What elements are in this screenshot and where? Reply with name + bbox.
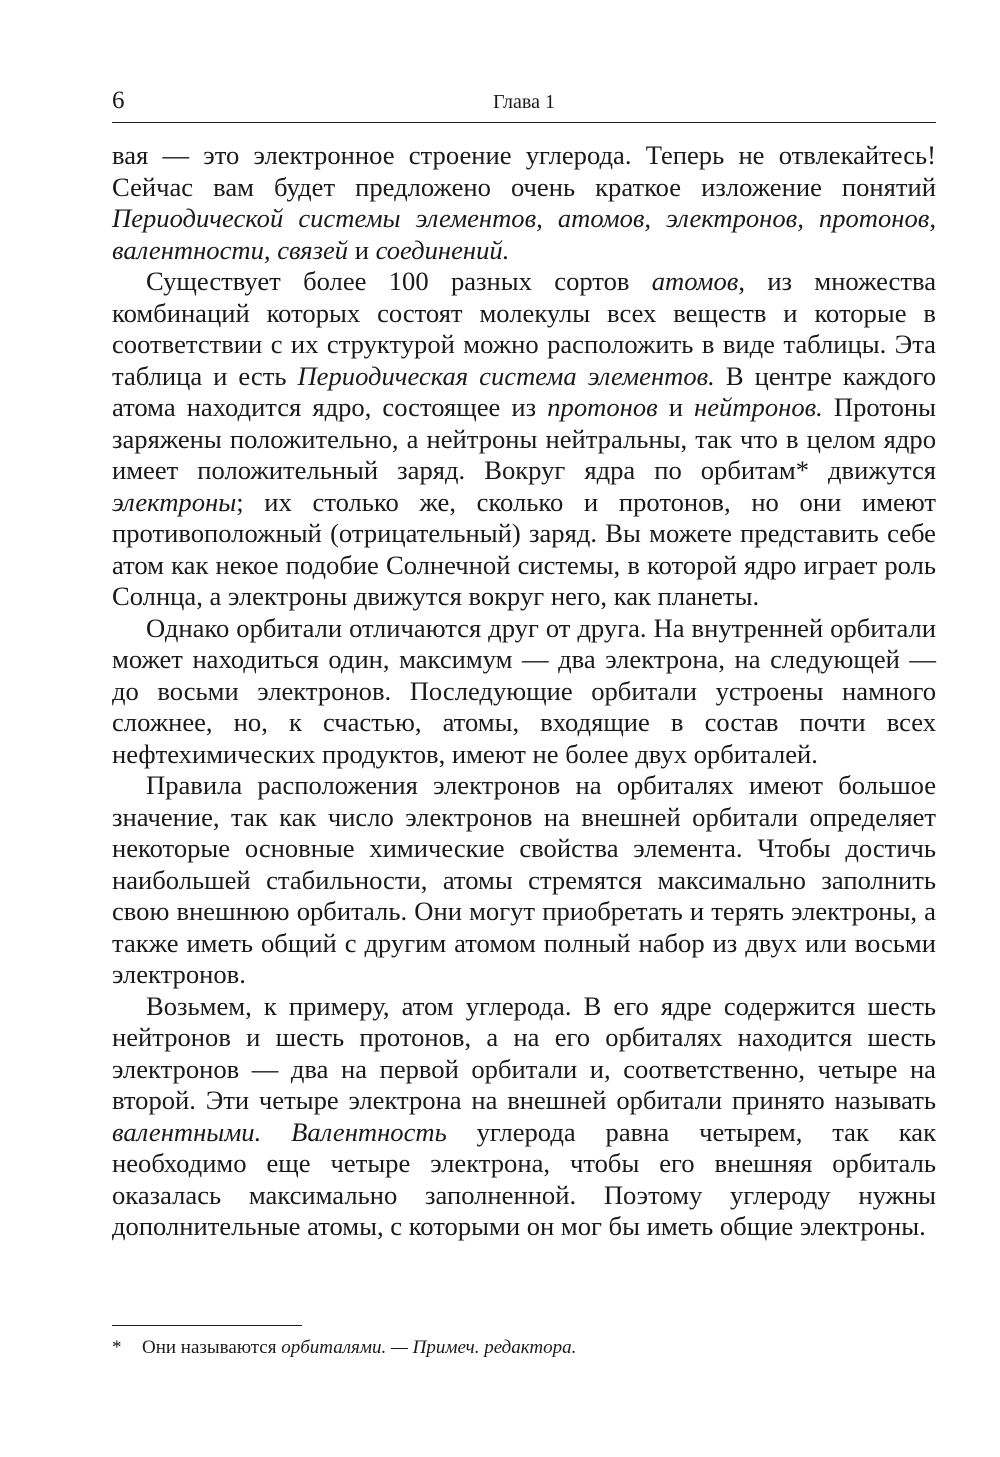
text-run: Существует более 100 разных сортов [146, 266, 652, 296]
footnote [112, 1336, 936, 1360]
page-header [112, 84, 936, 123]
paragraph [112, 991, 936, 1243]
text-run: Протоны заряжены положительно, а нейтроны нейтральны, так что в целом ядро имеет положительный заряд. Вокруг ядра по орбитам* движутся [112, 392, 937, 485]
book-page [112, 0, 936, 1457]
italic-term: Периодическая система элементов. [297, 360, 715, 391]
footnote-rule [112, 1325, 302, 1326]
text-run: Однако орбитали отличаются друг от друга. На внутренней орбитали может находиться один, максимум — два электрона, на следующей — до восьми электронов. Последующие орбитали устроены намного сложнее, но, к счастью, атомы, входящие в состав почти всех нефтехимических продуктов, имеют не более двух орбиталей. [112, 612, 936, 769]
text-run: В центре каждого атома находится ядро, состоящее из [112, 360, 936, 422]
paragraph [112, 140, 936, 266]
page-number: 6 [112, 87, 125, 114]
footnote-text [142, 1337, 576, 1358]
italic-term: Периодической системы элементов, атомов, электронов, протонов, валентности, связей [112, 203, 936, 265]
text-run: и [348, 234, 376, 265]
italic-term: орбиталями. — Примеч. редактора. [281, 1337, 577, 1358]
italic-term: атомов [651, 266, 739, 296]
text-run: Возьмем, к примеру, атом углерода. В его ядре содержится шесть нейтронов и шесть протонов, а на его орбиталях находится шесть электронов — два на первой орбитали и, соответственно, четыре на второй. Эти четыре электрона на внешней орбитали принято называть [112, 990, 936, 1115]
text-run: ; их столько же, сколько и протонов, но они имеют противоположный (отрицательный) заряд. Вы можете представить себе атом как некое подобие Солнечной системы, в которой ядро играет роль Солнца, а электроны движутся вокруг него, как планеты. [112, 486, 936, 611]
paragraph [112, 613, 936, 771]
text-run: и [657, 392, 695, 422]
text-run: вая — это электронное строение углерода. Теперь не отвлекайтесь! Сейчас вам будет предложено очень краткое изложение понятий [112, 140, 936, 202]
italic-term: валентными. Валентность [112, 1116, 447, 1147]
text-run: Правила расположения электронов на орбиталях имеют большое значение, так как число электронов на внешней орбитали определяет некоторые основные химические свойства элемента. Чтобы достичь наибольшей стабильности, атомы стремятся максимально заполнить свою внешнюю орбиталь. Они могут приобретать и терять электроны, а также иметь общий с другим атомом полный набор из двух или восьми электронов. [112, 770, 936, 989]
paragraph [112, 770, 936, 991]
running-head: Глава 1 [493, 91, 555, 113]
italic-term: протонов [547, 392, 658, 422]
italic-term: электроны [112, 486, 237, 517]
italic-term: соединений. [375, 234, 510, 265]
text-run: Они называются [142, 1337, 282, 1358]
footnote-marker: * [112, 1337, 122, 1358]
body-text [112, 140, 936, 1243]
text-run: углерода равна четырем, так как необходимо еще четыре электрона, чтобы его внешняя орбиталь оказалась максимально заполненной. Поэтому углероду нужны дополнительные атомы, с которыми он мог бы иметь общие электроны. [112, 1116, 936, 1241]
paragraph [112, 266, 936, 613]
text-run: , из множества комбинаций которых состоят молекулы всех веществ и которые в соответствии с их структурой можно расположить в виде таблицы. Эта таблица и есть [112, 266, 936, 391]
italic-term: нейтронов. [694, 392, 823, 422]
